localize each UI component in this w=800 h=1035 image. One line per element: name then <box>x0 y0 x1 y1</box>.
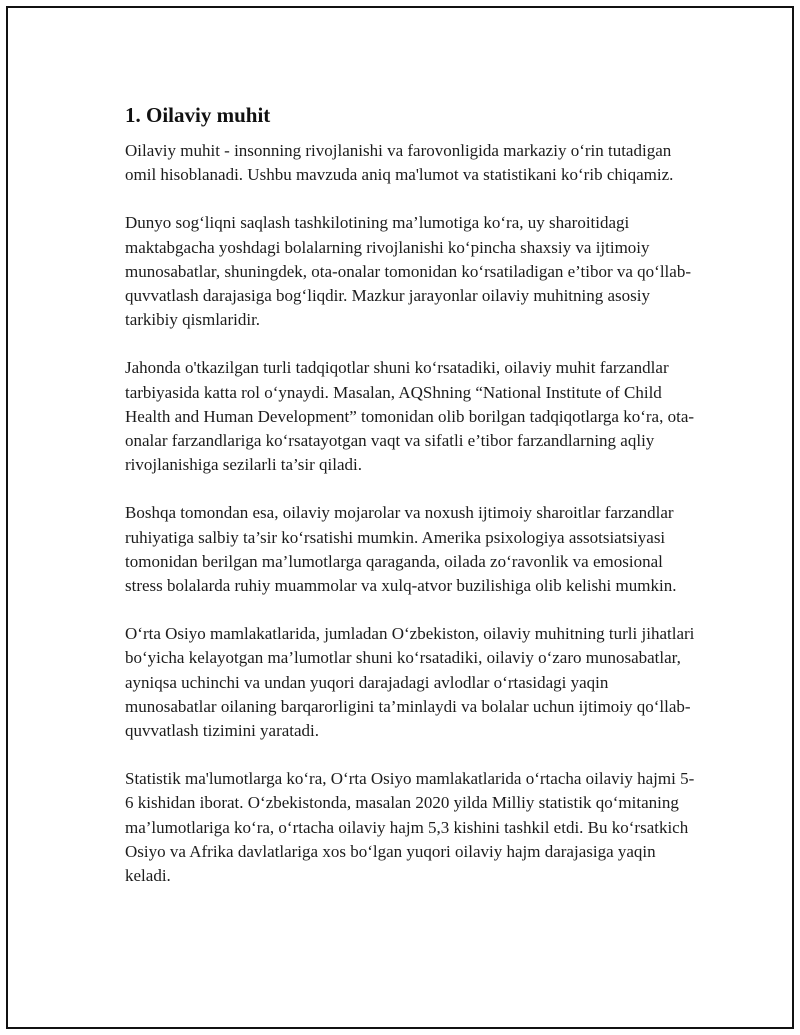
paragraph-central-asia: O‘rta Osiyo mamlakatlarida, jumladan O‘zbekiston, oilaviy muhitning turli jihatlari bo‘yicha kelayotgan ma’lumotlar shuni ko‘rsatadiki, oilaviy o‘zaro munosabatlar, ayniqsa uchinchi va undan yuqori darajadagi avlodlar o‘rtasidagi yaqin munosabatlar oilaning barqarorligini ta’minlaydi va bolalar uchun ijtimoiy qo‘llab-quvvatlash tizimini yaratadi. <box>125 624 695 741</box>
paragraph-intro: Oilaviy muhit - insonning rivojlanishi va farovonligida markaziy o‘rin tutadigan omil hisoblanadi. Ushbu mavzuda aniq ma'lumot va statistikani ko‘rib chiqamiz. <box>125 141 674 185</box>
paragraph-statistics: Statistik ma'lumotlarga ko‘ra, O‘rta Osiyo mamlakatlarida o‘rtacha oilaviy hajmi 5-6 kishidan iborat. O‘zbekistonda, masalan 2020 yilda Milliy statistik qo‘mitaning ma’lumotlariga ko‘ra, o‘rtacha oilaviy hajm 5,3 kishini tashkil etdi. Bu ko‘rsatkich Osiyo va Afrika davlatlariga xos bo‘lgan yuqori oilaviy hajm darajasiga yaqin keladi. <box>125 769 695 886</box>
document-body <box>125 103 695 912</box>
section-heading: 1. Oilaviy muhit <box>125 103 271 127</box>
page-frame <box>6 6 794 1029</box>
paragraph-who: Dunyo sog‘liqni saqlash tashkilotining ma’lumotiga ko‘ra, uy sharoitidagi maktabgacha yoshdagi bolalarning rivojlanishi ko‘pincha shaxsiy va ijtimoiy munosabatlar, shuningdek, ota-onalar tomonidan ko‘rsatiladigan e’tibor va qo‘llab-quvvatlash darajasiga bog‘liqdir. Mazkur jarayonlar oilaviy muhitning asosiy tarkibiy qismlaridir. <box>125 213 691 330</box>
paragraph-conflicts: Boshqa tomondan esa, oilaviy mojarolar va noxush ijtimoiy sharoitlar farzandlar ruhiyatiga salbiy ta’sir ko‘rsatishi mumkin. Amerika psixologiya assotsiatsiyasi tomonidan berilgan ma’lumotlarga qaraganda, oilada zo‘ravonlik va emosional stress bolalarda ruhiy muammolar va xulq-atvor buzilishiga olib kelishi mumkin. <box>125 503 677 596</box>
paragraph-research: Jahonda o'tkazilgan turli tadqiqotlar shuni ko‘rsatadiki, oilaviy muhit farzandlar tarbiyasida katta rol o‘ynaydi. Masalan, AQShning “National Institute of Child Health and Human Development” tomonidan olib borilgan tadqiqotlarga ko‘ra, ota-onalar farzandlariga ko‘rsatayotgan vaqt va sifatli e’tibor farzandlarning aqliy rivojlanishiga sezilarli ta’sir qiladi. <box>125 358 695 475</box>
